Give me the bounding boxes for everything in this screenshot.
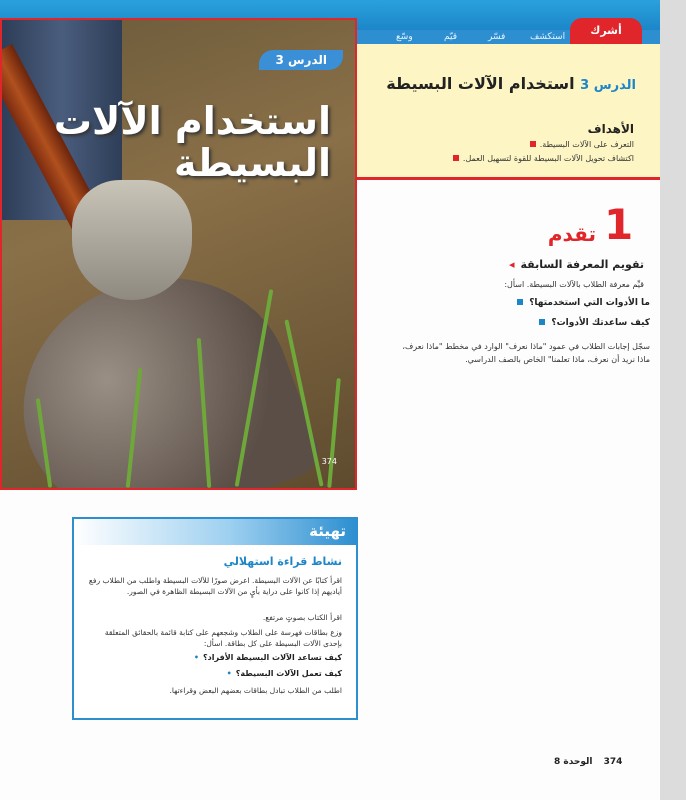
warmup-paragraph: اقرأ كتابًا عن الآلات البسيطة. اعرض صورًا للآلات البسيطة واطلب من الطلاب رفع أياديهم إذا كانوا على دراية بأيٍ من الآلات البسيطة الظاهرة في الصور. <box>88 576 342 596</box>
photo-lesson-badge: الدرس 3 <box>259 50 343 70</box>
objective-item: التعرف على الآلات البسيطة. <box>530 140 634 149</box>
prior-question: كيف ساعدتك الأدوات؟ <box>539 318 650 328</box>
page-edge <box>660 0 686 800</box>
tab-extend[interactable]: وسّع <box>396 32 413 42</box>
lesson-photo <box>0 18 357 490</box>
warmup-paragraph: اطلب من الطلاب تبادل بطاقات بعضهم البعض وقراءتها. <box>169 686 342 695</box>
prior-knowledge-intro: قيِّم معرفة الطلاب بالآلات البسيطة. اسأل: <box>504 280 644 289</box>
warmup-question: كيف تعمل الآلات البسيطة؟ • <box>227 669 342 678</box>
tab-explain[interactable]: فسّر <box>488 32 506 42</box>
page-number: 374 <box>603 757 623 767</box>
lesson-header-box <box>357 44 660 180</box>
lesson-heading <box>376 74 636 96</box>
photo-title: استخدام الآلات البسيطة <box>53 99 331 185</box>
objective-item: اكتشاف تحويل الآلات البسيطة للقوة لتسهيل العمل. <box>453 154 634 163</box>
warmup-paragraph: اقرأ الكتاب بصوتٍ مرتفع. <box>262 613 342 622</box>
record-instructions: سجّل إجابات الطلاب في عمود "ماذا نعرف" الوارد في مخطط "ماذا نعرف، ماذا نريد أن نعرف، ماذا تعلمنا" الخاص بالصف الدراسي. <box>402 342 650 364</box>
tab-explore[interactable]: استكشف <box>530 32 566 42</box>
warmup-question: كيف تساعد الآلات البسيطة الأفراد؟ • <box>194 653 342 662</box>
prior-question: ما الأدوات التي استخدمتها؟ <box>517 298 650 308</box>
warmup-subtitle: نشاط قراءة استهلالي <box>223 555 342 568</box>
warmup-box <box>72 517 358 720</box>
prior-knowledge-title: تقويم المعرفة السابقة ◂ <box>509 258 644 271</box>
warmup-paragraph: وزع بطاقات فهرسة على الطلاب وشجعهم على كتابة قائمة بالحقائق المتعلقة بإحدى الآلات البسيطة على كل بطاقة. اسأل: <box>104 628 342 648</box>
unit-label: الوحدة 8 <box>554 757 593 767</box>
tab-evaluate[interactable]: قيّم <box>444 32 458 42</box>
lesson-title: استخدام الآلات البسيطة <box>386 74 575 93</box>
photo-credit: 374 <box>321 457 337 466</box>
section-title: تقدم <box>547 222 596 246</box>
shoe-image <box>72 180 192 300</box>
objectives-title: الأهداف <box>587 122 634 136</box>
warmup-title: تهيئة <box>309 522 346 540</box>
page-footer <box>554 757 622 767</box>
grass-blade <box>327 378 341 488</box>
section-number: 1 <box>604 200 634 249</box>
warmup-header <box>74 519 356 545</box>
lesson-number: الدرس 3 <box>580 78 636 93</box>
tab-engage[interactable]: أشرك <box>570 18 642 44</box>
